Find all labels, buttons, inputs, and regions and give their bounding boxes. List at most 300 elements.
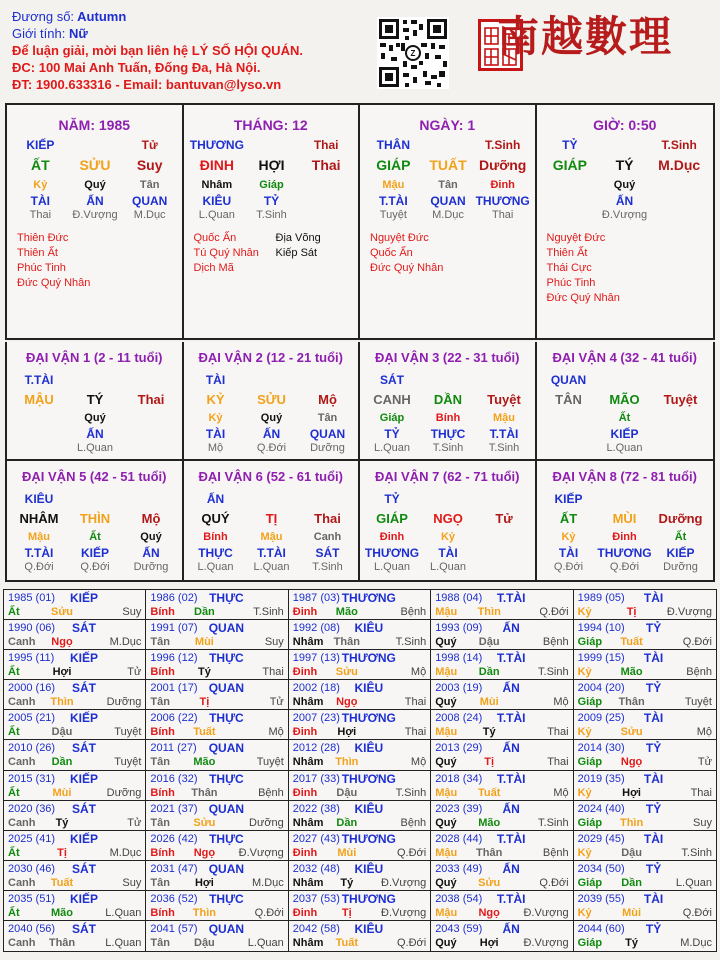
than-sat-item: Thiên Ất xyxy=(17,247,58,259)
year-thap-than: THỰC xyxy=(209,711,244,726)
year-chi: Dần xyxy=(621,876,642,889)
year-truong-sinh: L.Quan xyxy=(105,906,142,919)
year-chi: Hợi xyxy=(479,936,499,949)
than-sat-item: Thiên Đức xyxy=(17,232,69,244)
year-can: Kỷ xyxy=(577,846,592,859)
year-chi: Thìn xyxy=(477,606,501,618)
year-can: Canh xyxy=(8,876,36,889)
dv-hidden-gods-cell xyxy=(123,427,179,441)
year-cell[interactable] xyxy=(574,740,716,770)
dv-hidden-gods-cell: THƯƠNG xyxy=(364,546,420,560)
pillar-truong-sinh xyxy=(190,209,354,221)
dv-can-chi-cell: Mộ xyxy=(141,511,161,526)
year-can: Canh xyxy=(8,816,36,829)
year-thap-than: KIÊU xyxy=(354,741,384,756)
year-cell[interactable] xyxy=(431,861,573,891)
year-cell[interactable] xyxy=(289,650,431,680)
dai-van-title: ĐẠI VẬN 7 (62 - 71 tuổi) xyxy=(375,469,520,484)
pillar-can-chi-cell: SỬU xyxy=(79,157,111,173)
year-truong-sinh: M.Dục xyxy=(680,936,712,949)
year-label: 2000 (16) xyxy=(8,682,56,695)
dv-hidden-stems-cell xyxy=(541,412,597,424)
year-cell[interactable] xyxy=(289,861,431,891)
than-sat-good xyxy=(370,231,452,276)
pillar-truong-sinh-cell xyxy=(543,209,598,221)
dai-van-cell[interactable] xyxy=(184,461,361,580)
pillar-hidden-gods-cell xyxy=(652,194,707,208)
pillar-can-chi xyxy=(190,157,354,173)
year-thap-than: SÁT xyxy=(72,681,96,696)
pillar-can-chi-cell: GIÁP xyxy=(376,157,411,173)
dv-thap-than-cell xyxy=(597,492,653,506)
year-can: Giáp xyxy=(577,936,603,949)
dv-truong-sinh-cell: L.Quan xyxy=(373,442,411,454)
dv-truong-sinh-cell: T.Sinh xyxy=(312,561,343,573)
year-cell[interactable] xyxy=(431,710,573,740)
year-can: Bính xyxy=(150,726,175,739)
dv-can-chi-cell: NGỌ xyxy=(433,511,463,526)
year-can: Ất xyxy=(8,846,20,859)
year-chi: Thìn xyxy=(50,696,74,709)
year-label: 2024 (40) xyxy=(577,802,625,815)
year-can: Nhâm xyxy=(292,696,324,709)
year-can: Tân xyxy=(150,876,170,889)
year-cell[interactable] xyxy=(431,620,573,650)
four-pillars-table xyxy=(5,103,715,340)
pillar-can-chi-cell: ĐINH xyxy=(199,157,234,173)
year-truong-sinh: Tuyệt xyxy=(114,726,142,739)
pillar-can-chi-cell: Suy xyxy=(136,157,163,173)
than-sat-item: Tú Quý Nhân xyxy=(193,247,259,259)
year-truong-sinh: Thai xyxy=(547,756,569,769)
dv-hidden-gods-cell: ẤN xyxy=(262,427,281,441)
year-cell[interactable] xyxy=(146,891,288,921)
dv-hidden-stems-cell xyxy=(653,412,709,424)
dv-can-chi-cell: TÝ xyxy=(86,392,104,407)
year-label: 1995 (11) xyxy=(8,652,55,665)
year-cell[interactable] xyxy=(289,831,431,861)
year-cell[interactable] xyxy=(431,650,573,680)
dv-truong-sinh-cell: Dưỡng xyxy=(310,442,345,454)
brand-title: 南越數理 xyxy=(497,12,674,61)
year-chi: Mão xyxy=(51,906,73,919)
pillar-column xyxy=(537,105,714,338)
pillar-hidden-gods-cell: T.TÀI xyxy=(379,194,408,208)
dv-truong-sinh xyxy=(541,561,709,573)
year-cell[interactable] xyxy=(574,891,716,921)
year-can: Giáp xyxy=(577,876,603,889)
year-cell[interactable] xyxy=(146,650,288,680)
year-chi: Mùi xyxy=(479,696,499,709)
pillar-can-chi-cell: Dưỡng xyxy=(479,157,527,173)
year-label: 2023 (39) xyxy=(435,802,483,815)
year-label: 2028 (44) xyxy=(435,832,483,845)
year-cell[interactable] xyxy=(289,921,431,951)
dv-hidden-gods-cell xyxy=(653,427,709,441)
year-truong-sinh: Tử xyxy=(697,756,712,769)
year-thap-than: THỰC xyxy=(209,891,244,906)
dv-truong-sinh-cell: L.Quan xyxy=(373,561,411,573)
year-can: Bính xyxy=(150,786,175,799)
dv-thap-than xyxy=(11,492,179,506)
year-thap-than: KIẾP xyxy=(69,651,98,666)
year-truong-sinh: Bệnh xyxy=(542,846,569,859)
dv-hidden-gods-cell: THƯƠNG xyxy=(597,546,652,560)
dv-thap-than-cell xyxy=(476,373,532,387)
year-label: 2013 (29) xyxy=(435,742,483,755)
year-cell[interactable] xyxy=(146,771,288,801)
year-can: Bính xyxy=(150,666,175,679)
year-thap-than: KIẾP xyxy=(69,711,98,726)
pillar-can-chi xyxy=(366,157,530,173)
pillar-hidden-stems-cell xyxy=(652,179,707,191)
year-can: Nhâm xyxy=(292,936,324,949)
dv-thap-than-cell xyxy=(244,373,300,387)
year-thap-than: TÀI xyxy=(643,891,664,906)
year-thap-than: ẤN xyxy=(502,801,520,816)
year-cell[interactable] xyxy=(146,590,288,620)
year-chi: Dần xyxy=(336,816,358,829)
year-thap-than: THỰC xyxy=(209,831,244,846)
year-cell[interactable] xyxy=(431,801,573,831)
year-can: Quý xyxy=(435,936,457,949)
than-sat-good xyxy=(194,231,276,276)
pillar-hidden-gods-cell: TÀI xyxy=(30,194,50,208)
year-chi: Ngọ xyxy=(478,906,500,919)
year-chi: Tị xyxy=(57,846,67,859)
annual-luck-grid xyxy=(3,589,717,952)
year-truong-sinh: L.Quan xyxy=(675,876,712,889)
year-truong-sinh: Đ.Vượng xyxy=(381,876,427,889)
year-cell[interactable] xyxy=(146,710,288,740)
year-cell[interactable] xyxy=(4,801,146,831)
year-can: Giáp xyxy=(577,636,603,649)
year-truong-sinh: Q.Đới xyxy=(539,606,569,618)
dv-truong-sinh-cell: L.Quan xyxy=(429,561,467,573)
year-label: 1993 (09) xyxy=(435,622,483,635)
year-cell[interactable] xyxy=(574,771,716,801)
year-can: Kỷ xyxy=(577,666,592,679)
dv-thap-than-cell: TỶ xyxy=(384,492,400,506)
than-sat-item: Quốc Ấn xyxy=(370,247,413,259)
dv-truong-sinh-cell: Q.Đới xyxy=(609,561,640,573)
year-cell[interactable] xyxy=(574,921,716,951)
dv-hidden-stems-cell: Mậu xyxy=(493,412,515,424)
contact-phone-email[interactable]: ĐT: 1900.633316 - Email: bantuvan@lyso.vn xyxy=(12,77,282,92)
pillar-thap-than-cell xyxy=(421,138,476,152)
pillar-hidden-stems-cell xyxy=(543,179,598,191)
dv-hidden-stems-cell: Quý xyxy=(260,412,283,424)
year-cell[interactable] xyxy=(146,861,288,891)
year-cell[interactable] xyxy=(4,620,146,650)
year-chi: Mão xyxy=(193,756,216,769)
dai-van-cell[interactable] xyxy=(7,461,184,580)
dv-truong-sinh-cell xyxy=(123,442,179,454)
year-cell[interactable] xyxy=(289,620,431,650)
year-thap-than: SÁT xyxy=(72,861,96,876)
year-cell[interactable] xyxy=(574,801,716,831)
dv-hidden-stems-cell: Quý xyxy=(140,531,162,543)
dv-truong-sinh xyxy=(364,442,532,454)
pillar-hidden-stems-cell: Tân xyxy=(139,179,160,191)
year-cell[interactable] xyxy=(146,620,288,650)
dv-thap-than-cell xyxy=(300,492,356,506)
year-can: Quý xyxy=(435,636,457,649)
year-can: Tân xyxy=(150,636,170,649)
dai-van-title: ĐẠI VẬN 4 (32 - 41 tuổi) xyxy=(552,350,697,365)
dv-hidden-gods-cell: TÀI xyxy=(205,427,226,441)
year-cell[interactable] xyxy=(146,921,288,951)
year-label: 1988 (04) xyxy=(435,592,483,604)
year-cell[interactable] xyxy=(574,861,716,891)
year-truong-sinh: Mộ xyxy=(553,786,569,799)
dv-truong-sinh-cell: L.Quan xyxy=(76,442,114,454)
dai-van-cell[interactable] xyxy=(7,342,184,461)
dv-truong-sinh-cell: Q.Đới xyxy=(553,561,584,573)
pillar-than-sat xyxy=(194,231,358,276)
year-cell[interactable] xyxy=(431,771,573,801)
year-cell[interactable] xyxy=(431,831,573,861)
year-truong-sinh: Tử xyxy=(127,666,142,679)
dv-truong-sinh xyxy=(188,442,356,454)
year-can: Đinh xyxy=(292,846,318,859)
year-cell[interactable] xyxy=(4,680,146,710)
name-line xyxy=(12,8,372,25)
year-truong-sinh: Đ.Vượng xyxy=(666,606,712,618)
year-can: Quý xyxy=(435,876,457,889)
year-chi: Tuất xyxy=(620,636,643,649)
year-cell[interactable] xyxy=(289,590,431,620)
year-truong-sinh: M.Dục xyxy=(252,876,284,889)
year-label: 2020 (36) xyxy=(8,802,56,815)
year-thap-than: THỰC xyxy=(209,651,244,666)
pillar-column xyxy=(360,105,537,338)
year-thap-than: TÀI xyxy=(643,831,664,846)
year-chi: Tuất xyxy=(477,786,501,799)
year-cell[interactable] xyxy=(431,740,573,770)
year-truong-sinh: Thai xyxy=(404,696,427,709)
dv-hidden-gods-cell xyxy=(541,427,597,441)
year-truong-sinh: Dưỡng xyxy=(106,786,142,799)
year-cell[interactable] xyxy=(4,921,146,951)
year-cell[interactable] xyxy=(146,801,288,831)
year-thap-than: KIÊU xyxy=(354,921,384,936)
year-cell[interactable] xyxy=(4,740,146,770)
year-can: Mậu xyxy=(435,906,458,919)
year-label: 2018 (34) xyxy=(435,772,483,785)
year-thap-than: KIÊU xyxy=(354,621,384,636)
dv-can-chi xyxy=(541,511,709,526)
year-thap-than: T.TÀI xyxy=(496,831,526,846)
dv-hidden-stems-cell: Bính xyxy=(203,531,228,543)
dv-can-chi-cell: Thai xyxy=(314,511,341,526)
year-can: Đinh xyxy=(292,726,318,739)
year-cell[interactable] xyxy=(4,831,146,861)
year-label: 2033 (49) xyxy=(435,862,483,875)
pillar-column xyxy=(7,105,184,338)
pillar-hidden-stems-cell: Tân xyxy=(438,179,458,191)
year-label: 2027 (43) xyxy=(292,832,340,845)
year-truong-sinh: Mộ xyxy=(268,726,284,739)
year-cell[interactable] xyxy=(289,740,431,770)
dv-thap-than-cell: SÁT xyxy=(380,373,404,387)
year-can: Tân xyxy=(150,936,170,949)
dv-truong-sinh xyxy=(11,442,179,454)
year-chi: Hợi xyxy=(194,876,214,889)
year-thap-than: THƯƠNG xyxy=(341,771,396,786)
year-thap-than: SÁT xyxy=(72,741,96,756)
year-cell[interactable] xyxy=(289,710,431,740)
year-truong-sinh: Thai xyxy=(404,726,427,739)
year-cell[interactable] xyxy=(431,590,573,620)
year-thap-than: ẤN xyxy=(502,921,520,936)
year-chi: Dậu xyxy=(336,786,358,799)
year-cell[interactable] xyxy=(574,650,716,680)
year-cell[interactable] xyxy=(146,740,288,770)
year-truong-sinh: Dưỡng xyxy=(106,696,142,709)
year-cell[interactable] xyxy=(4,891,146,921)
than-sat-item: Quốc Ấn xyxy=(193,232,237,244)
year-label: 2001 (17) xyxy=(150,682,198,695)
year-can: Đinh xyxy=(292,606,318,618)
year-chi: Thìn xyxy=(619,816,644,829)
dv-can-chi-cell: Mộ xyxy=(318,392,337,407)
year-cell[interactable] xyxy=(289,801,431,831)
dv-thap-than-cell: KIẾP xyxy=(554,492,583,506)
year-can: Giáp xyxy=(577,756,603,769)
dv-hidden-stems xyxy=(11,412,179,424)
dv-hidden-stems xyxy=(188,531,356,543)
pillar-thap-than-cell xyxy=(244,138,299,152)
dv-hidden-stems-cell: Mậu xyxy=(260,531,283,543)
year-truong-sinh: L.Quan xyxy=(105,936,142,949)
year-cell[interactable] xyxy=(431,891,573,921)
year-label: 2010 (26) xyxy=(8,742,56,755)
year-truong-sinh: Tử xyxy=(127,816,142,829)
than-sat-item: Phúc Tinh xyxy=(17,262,66,274)
year-truong-sinh: L.Quan xyxy=(247,936,284,949)
year-chi: Thìn xyxy=(192,906,216,919)
year-cell[interactable] xyxy=(431,921,573,951)
year-truong-sinh: Đ.Vượng xyxy=(381,906,427,919)
dai-van-cell[interactable] xyxy=(184,342,361,461)
year-truong-sinh: Mộ xyxy=(410,666,427,679)
pillar-can-chi-cell: HỢI xyxy=(258,157,285,173)
year-thap-than: TÀI xyxy=(643,651,664,666)
pillar-can-chi xyxy=(13,157,177,173)
year-cell[interactable] xyxy=(289,891,431,921)
year-cell[interactable] xyxy=(289,771,431,801)
dv-hidden-stems-cell: Quý xyxy=(84,412,106,424)
year-cell[interactable] xyxy=(4,771,146,801)
dai-van-cell[interactable] xyxy=(360,342,537,461)
dv-hidden-stems xyxy=(541,531,709,543)
dv-can-chi-cell: GIÁP xyxy=(376,511,408,526)
year-label: 2017 (33) xyxy=(292,772,340,785)
year-thap-than: THỰC xyxy=(209,771,244,786)
than-sat-item: Kiếp Sát xyxy=(275,247,318,259)
year-cell[interactable] xyxy=(574,620,716,650)
pillar-truong-sinh-cell: Thai xyxy=(491,209,514,221)
pillar-hidden-gods-cell: ẤN xyxy=(615,194,634,208)
contact-intro: Để luận giải, mời bạn liên hệ LÝ SỐ HỘI QUÁN. xyxy=(12,43,303,58)
year-cell[interactable] xyxy=(4,710,146,740)
year-can: Kỷ xyxy=(577,786,592,799)
year-label: 2019 (35) xyxy=(577,772,625,785)
than-sat-bad xyxy=(452,231,534,276)
pillar-hidden-gods xyxy=(543,194,707,208)
year-label: 2009 (25) xyxy=(577,712,625,725)
dv-hidden-gods-cell: ẤN xyxy=(142,546,160,560)
year-chi: Mão xyxy=(335,606,358,618)
year-cell[interactable] xyxy=(289,680,431,710)
year-chi: Mùi xyxy=(337,846,357,859)
year-cell[interactable] xyxy=(574,831,716,861)
year-cell[interactable] xyxy=(574,710,716,740)
dv-hidden-gods-cell xyxy=(476,546,532,560)
year-thap-than: T.TÀI xyxy=(496,771,526,786)
dv-thap-than-cell: TÀI xyxy=(205,373,226,387)
year-thap-than: KIÊU xyxy=(354,861,384,876)
year-label: 1991 (07) xyxy=(150,622,198,635)
year-label: 1986 (02) xyxy=(150,592,198,604)
than-sat-bad xyxy=(99,231,181,291)
dv-hidden-stems-cell: Ất xyxy=(674,531,687,543)
year-can: Giáp xyxy=(577,696,603,709)
dv-hidden-gods xyxy=(541,546,709,560)
year-cell[interactable] xyxy=(4,861,146,891)
dv-truong-sinh-cell: Dưỡng xyxy=(663,561,698,573)
year-can: Tân xyxy=(150,696,170,709)
year-can: Ất xyxy=(8,666,20,679)
year-chi: Dậu xyxy=(194,936,215,949)
pillar-hidden-stems-cell: Mậu xyxy=(382,179,405,191)
dv-thap-than-cell xyxy=(653,373,709,387)
pillar-thap-than-cell: Thai xyxy=(313,138,339,152)
dai-van-table xyxy=(5,342,715,582)
year-cell[interactable] xyxy=(4,590,146,620)
year-thap-than: THƯƠNG xyxy=(341,711,396,726)
dv-can-chi-cell: Tuyệt xyxy=(487,392,521,407)
year-cell[interactable] xyxy=(4,650,146,680)
dv-can-chi-cell: Thai xyxy=(137,392,165,407)
dai-van-cell[interactable] xyxy=(537,461,714,580)
than-sat-item: Đức Quý Nhân xyxy=(370,262,444,274)
year-cell[interactable] xyxy=(574,590,716,620)
pillar-title: NGÀY: 1 xyxy=(419,117,476,133)
pillar-thap-than xyxy=(13,138,177,152)
dv-hidden-stems-cell: Kỷ xyxy=(440,531,456,543)
year-thap-than: QUAN xyxy=(208,681,245,696)
dv-can-chi-cell: Dưỡng xyxy=(658,511,703,526)
than-sat-item: Đức Quý Nhân xyxy=(17,277,91,289)
gender-label: Giới tính: xyxy=(12,26,66,41)
pillar-thap-than-cell: T.Sinh xyxy=(661,138,697,152)
dai-van-cell[interactable] xyxy=(537,342,714,461)
year-cell[interactable] xyxy=(431,680,573,710)
gender-value: Nữ xyxy=(68,26,88,41)
year-cell[interactable] xyxy=(574,680,716,710)
dv-truong-sinh xyxy=(11,561,179,573)
year-truong-sinh: T.Sinh xyxy=(538,816,569,829)
year-label: 1985 (01) xyxy=(8,592,56,604)
dv-thap-than xyxy=(541,492,709,506)
dai-van-cell[interactable] xyxy=(360,461,537,580)
year-cell[interactable] xyxy=(146,680,288,710)
year-thap-than: TỶ xyxy=(645,621,662,636)
year-label: 2030 (46) xyxy=(8,862,56,875)
year-cell[interactable] xyxy=(146,831,288,861)
